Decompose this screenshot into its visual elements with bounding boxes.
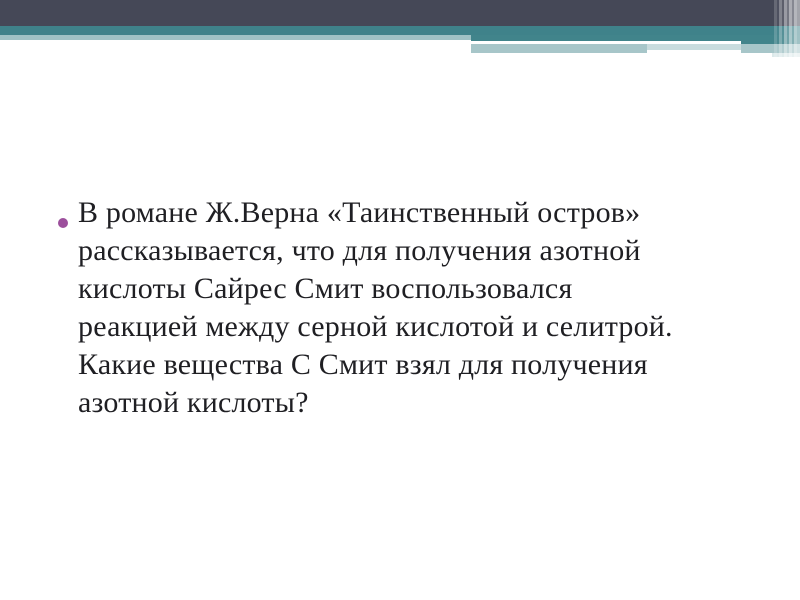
slide-body	[78, 194, 778, 422]
bullet-text-line-5: Какие вещества С Смит взял для получения	[78, 348, 648, 381]
header-light-teal-band	[471, 44, 647, 53]
header-teal-bar	[0, 26, 800, 35]
header-light-strip-left	[0, 35, 471, 40]
bullet-text-line-3: кислоты Сайрес Смит воспользовался	[78, 272, 573, 305]
right-edge-vertical-stripes	[772, 0, 800, 57]
bullet-text-line-4: реакцией между серной кислотой и селитрой.	[78, 310, 673, 343]
bullet-text-line-2: рассказывается, что для получения азотной	[78, 234, 641, 267]
bullet-text-line-1: В романе Ж.Верна «Таинственный остров»	[78, 196, 641, 229]
bullet-marker	[58, 218, 68, 228]
bullet-text-line-6: азотной кислоты?	[78, 386, 309, 419]
bullet-item	[78, 194, 778, 422]
header-dark-bar	[0, 0, 800, 26]
header-lighter-teal-band	[647, 44, 741, 50]
